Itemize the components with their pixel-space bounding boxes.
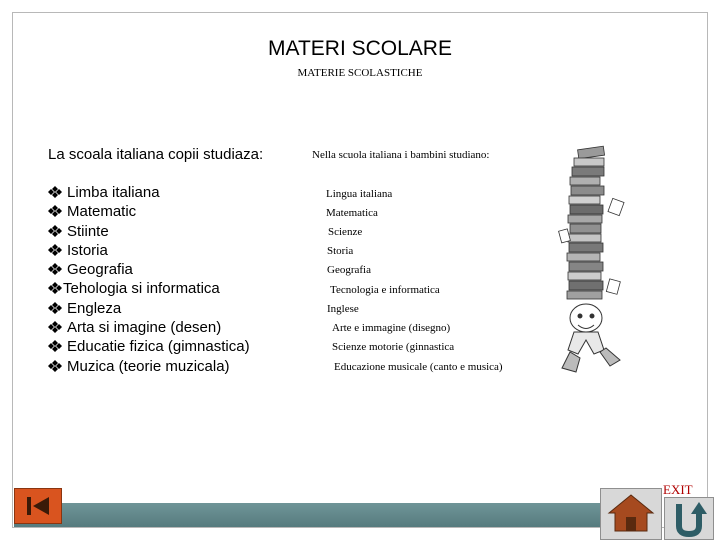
home-icon (601, 489, 661, 539)
return-button[interactable] (664, 497, 714, 540)
subject-label: Engleza (67, 299, 122, 317)
subject-label: Matematic (67, 203, 137, 221)
subject-label: Istoria (67, 241, 108, 259)
diamond-bullet-icon (48, 263, 62, 275)
list-item (48, 241, 250, 260)
diamond-bullet-icon (48, 360, 62, 372)
diamond-bullet-icon (48, 282, 62, 294)
list-item: Scienze motorie (ginnastica (332, 341, 455, 353)
list-item: Geografia (327, 264, 371, 276)
list-item (48, 260, 250, 279)
list-item: Tecnologia e informatica (330, 284, 440, 296)
diamond-bullet-icon (48, 321, 62, 333)
list-item: Educazione musicale (canto e musica) (334, 361, 503, 373)
diamond-bullet-icon (48, 302, 62, 314)
list-item (48, 357, 250, 376)
list-item: Scienze (328, 226, 363, 238)
first-slide-icon (15, 489, 61, 523)
diamond-bullet-icon (48, 205, 62, 217)
right-column-heading: Nella scuola italiana i bambini studiano: (312, 149, 490, 161)
slide-title: MATERI SCOLARE (268, 37, 452, 60)
list-item (48, 299, 250, 318)
subject-label: Limba italiana (67, 184, 160, 201)
list-item (48, 337, 250, 356)
subject-label: Stiinte (67, 222, 109, 240)
list-item (48, 183, 250, 202)
list-item (48, 279, 250, 298)
list-item: Lingua italiana (326, 188, 393, 200)
diamond-bullet-icon (48, 225, 62, 237)
navigation-bar (14, 503, 610, 527)
list-item: Storia (327, 245, 354, 257)
home-button[interactable] (600, 488, 662, 540)
exit-label[interactable]: EXIT (663, 482, 693, 497)
list-item: Inglese (327, 303, 359, 315)
left-column-heading: La scoala italiana copii studiaza: (48, 146, 264, 163)
list-item (48, 318, 250, 337)
subject-label: Muzica (teorie muzicala) (67, 357, 230, 375)
diamond-bullet-icon (48, 186, 62, 198)
subject-label: Arta si imagine (desen) (67, 319, 222, 337)
first-slide-button[interactable] (14, 488, 62, 524)
diamond-bullet-icon (48, 340, 62, 352)
child-carrying-book-stack-icon (556, 140, 636, 380)
list-item: Matematica (326, 207, 378, 219)
diamond-bullet-icon (48, 244, 62, 256)
subject-label: Educatie fizica (gimnastica) (67, 338, 250, 356)
romanian-subject-list (48, 183, 250, 376)
subject-label: Tehologia si informatica (63, 280, 220, 298)
list-item: Arte e immagine (disegno) (332, 322, 451, 334)
slide-subtitle: MATERIE SCOLASTICHE (297, 67, 423, 79)
return-icon (665, 498, 713, 539)
subject-label: Geografia (67, 261, 133, 279)
list-item (48, 202, 250, 221)
list-item (48, 222, 250, 241)
